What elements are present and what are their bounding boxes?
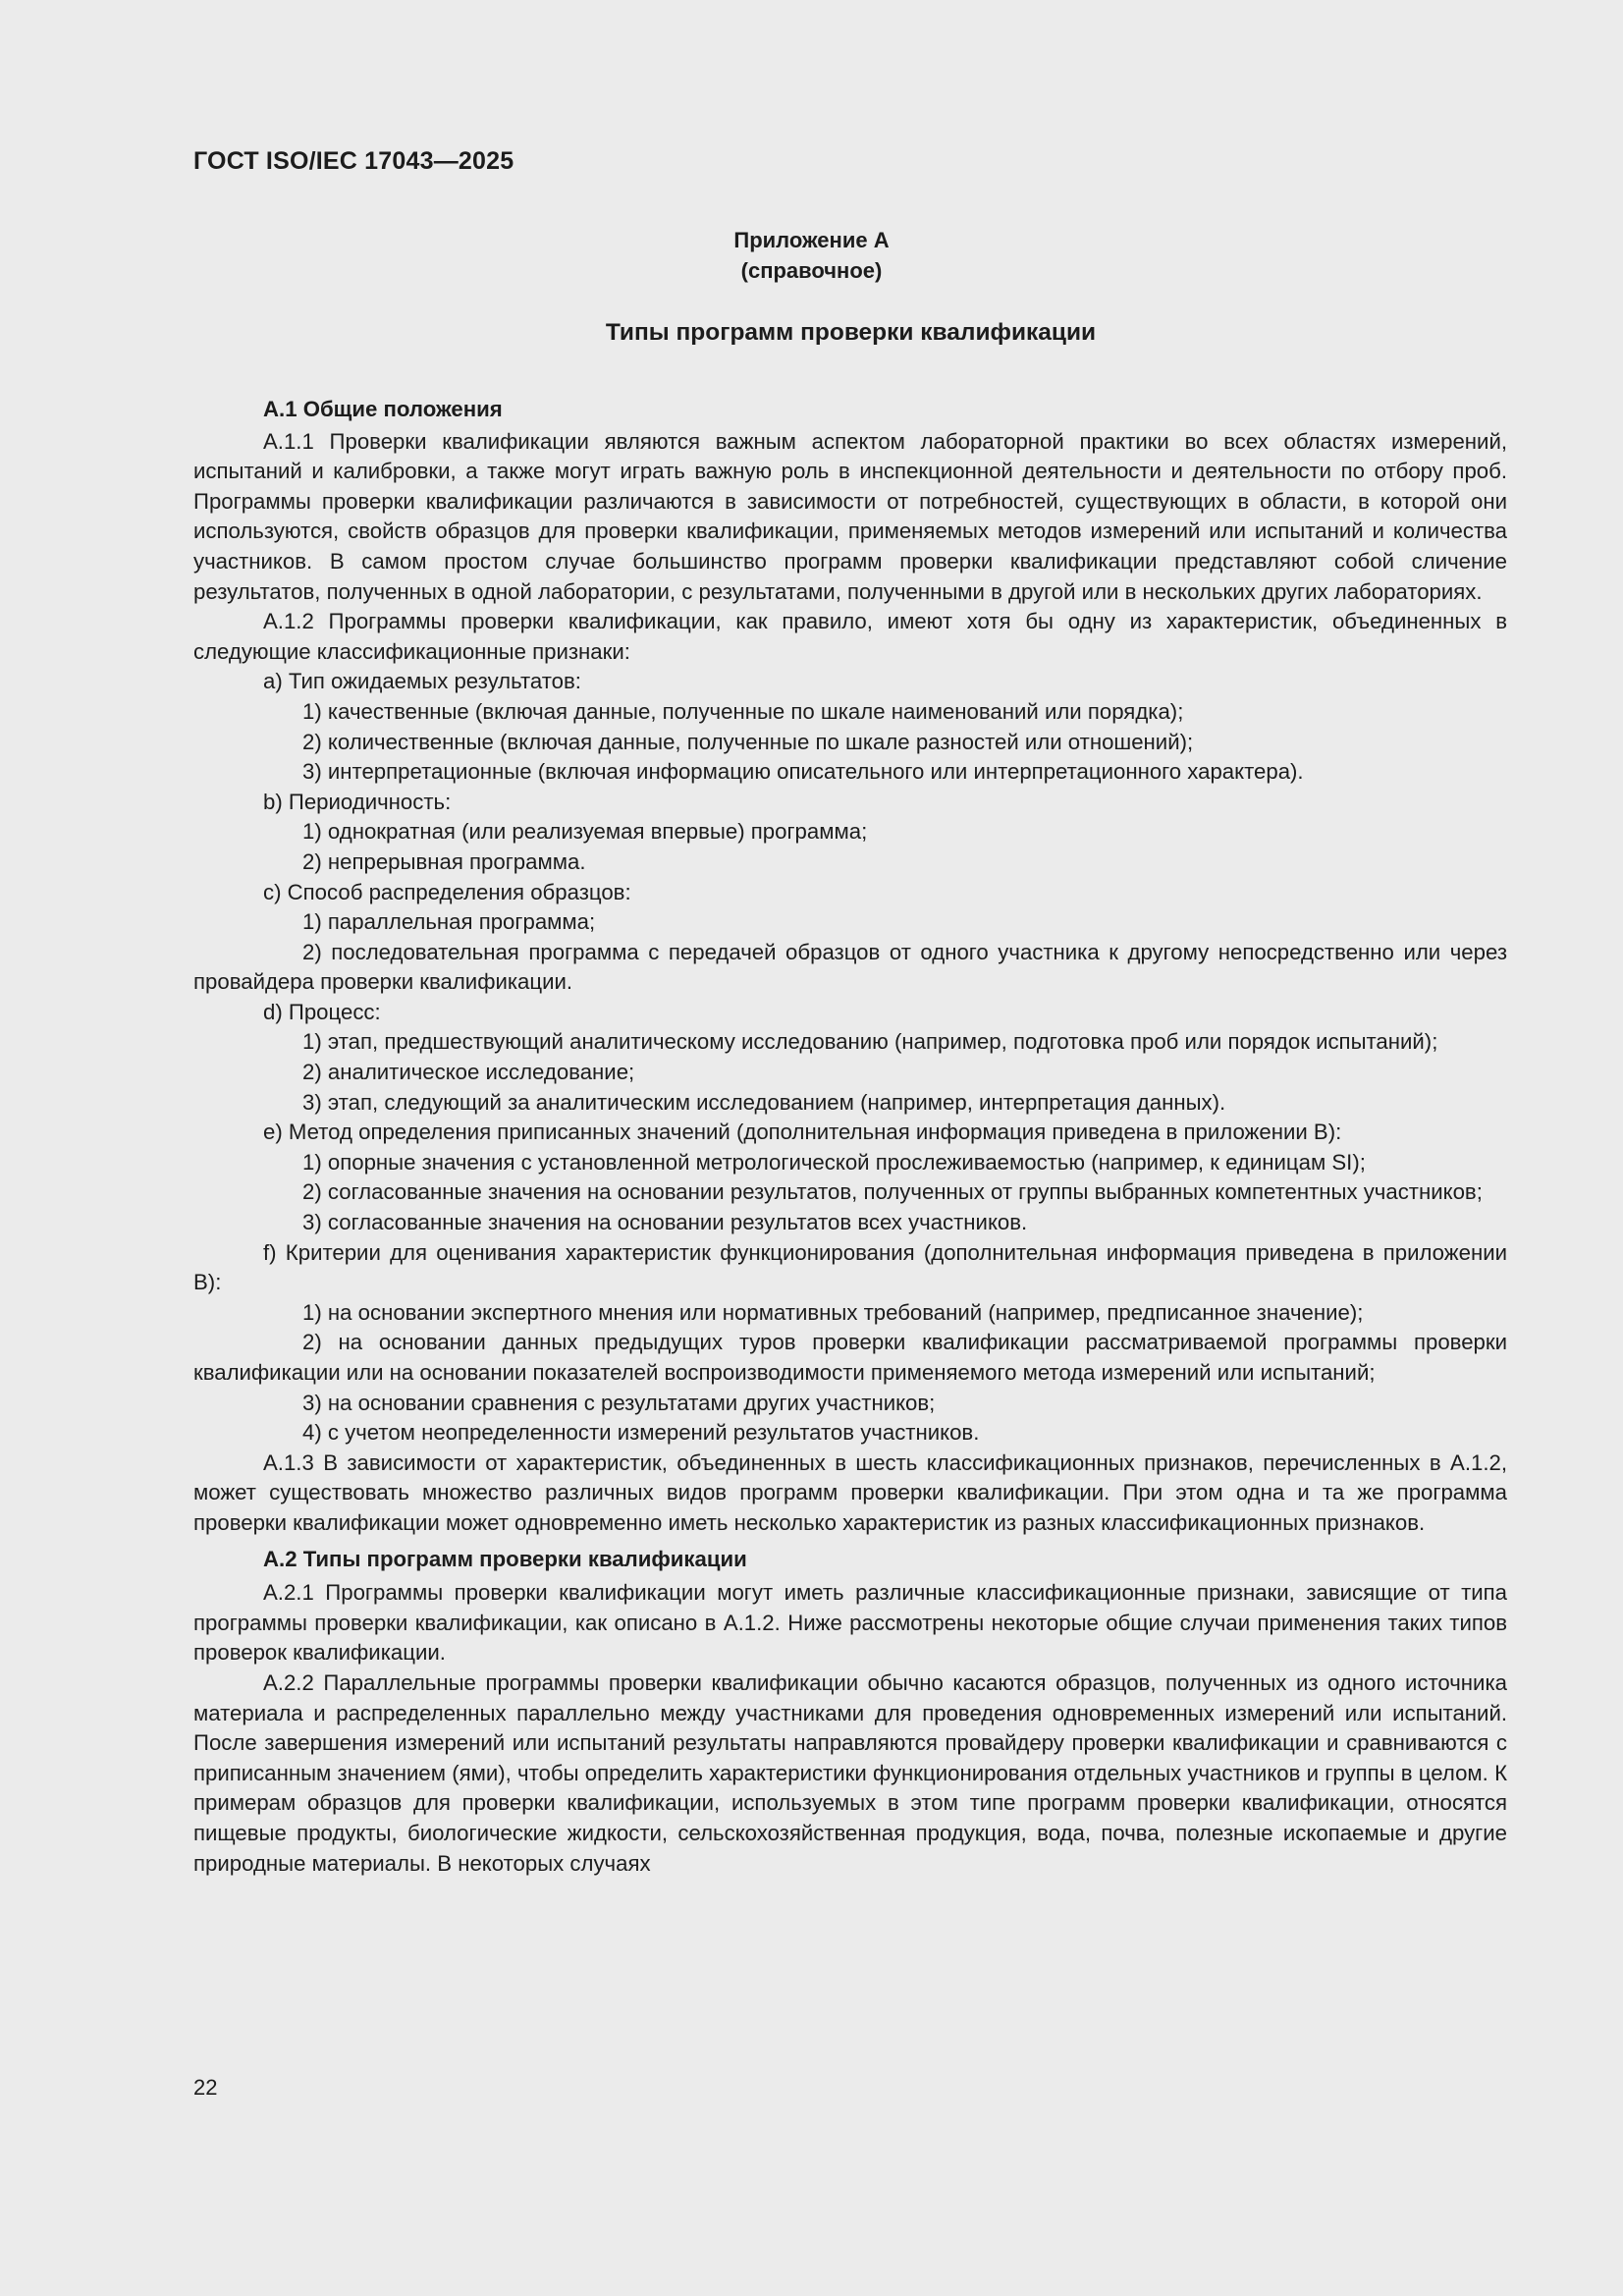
paragraph-a11: А.1.1 Проверки квалификации являются важным аспектом лабораторной практики во всех областях измерений, испытаний и калибровки, а также могут играть важную роль в инспекционной деятельности и деятельности по отбору проб. Программы проверки квалификации различаются в зависимости от потребностей, существующих в области, в которой они используются, свойств образцов для проверки квалификации, применяемых методов измерений или испытаний и количества участников. В самом простом случае большинство программ проверки квалификации представляют собой сличение результатов, полученных в одной лаборатории, с результатами, полученными в другой или в нескольких других лабораториях.	[193, 428, 1507, 604]
paragraph-a13: А.1.3 В зависимости от характеристик, объединенных в шесть классификационных признаков, перечисленных в А.1.2, может существовать множество различных видов программ проверки квалификации. При этом одна и та же программа проверки квалификации может одновременно иметь несколько характеристик из разных классификационных признаков.	[193, 1449, 1507, 1535]
list-item-f2: 2) на основании данных предыдущих туров проверки квалификации рассматриваемой программы проверки квалификации или на основании показателей воспроизводимости применяемого метода измерений или испытаний;	[193, 1330, 1507, 1385]
section-heading-a2: А.2 Типы программ проверки квалификации	[263, 1546, 747, 1571]
paragraph-a21: А.2.1 Программы проверки квалификации могут иметь различные классификационные признаки, зависящие от типа программы проверки квалификации, как описано в А.1.2. Ниже рассмотрены некоторые общие случаи применения таких типов проверок квалификации.	[193, 1580, 1507, 1666]
document-body	[193, 395, 1507, 1879]
paragraph-a22: А.2.2 Параллельные программы проверки квалификации обычно касаются образцов, полученных из одного источника материала и распределенных параллельно между участниками для проведения одновременных измерений или испытаний. После завершения измерений или испытаний результаты направляются провайдеру проверки квалификации и сравниваются с приписанным значением (ями), чтобы определить характеристики функционирования отдельных участников и группы в целом. К примерам образцов для проверки квалификации, используемых в этом типе программ проверки квалификации, относятся пищевые продукты, биологические жидкости, сельскохозяйственная продукция, вода, почва, полезные ископаемые и другие природные материалы. В некоторых случаях	[193, 1669, 1507, 1876]
annex-title: Приложение А	[733, 228, 890, 252]
list-item-e3: 3) согласованные значения на основании результатов всех участников.	[302, 1210, 1028, 1235]
list-heading-a: a) Тип ожидаемых результатов:	[263, 669, 581, 694]
list-heading-e: e) Метод определения приписанных значений (дополнительная информация приведена в приложении В):	[263, 1120, 1342, 1145]
section-heading-a1: А.1 Общие положения	[263, 397, 503, 421]
paragraph-a12: А.1.2 Программы проверки квалификации, как правило, имеют хотя бы одну из характеристик, объединенных в следующие классификационные признаки:	[193, 609, 1507, 664]
list-item-e2: 2) согласованные значения на основании результатов, полученных от группы выбранных компетентных участников;	[302, 1179, 1483, 1205]
standard-designation: ГОСТ ISO/IEC 17043—2025	[193, 147, 514, 175]
list-item-f3: 3) на основании сравнения с результатами других участников;	[302, 1390, 936, 1415]
annex-type: (справочное)	[740, 258, 883, 283]
list-item-e1: 1) опорные значения с установленной метрологической прослеживаемостью (например, к единицам SI);	[302, 1149, 1366, 1175]
list-item-d2: 2) аналитическое исследование;	[302, 1060, 635, 1085]
list-item-f1: 1) на основании экспертного мнения или нормативных требований (например, предписанное значение);	[302, 1299, 1364, 1325]
list-item-a1: 1) качественные (включая данные, полученные по шкале наименований или порядка);	[302, 698, 1184, 724]
list-item-d1: 1) этап, предшествующий аналитическому исследованию (например, подготовка проб или порядок испытаний);	[302, 1029, 1438, 1055]
list-item-d3: 3) этап, следующий за аналитическим исследованием (например, интерпретация данных).	[302, 1089, 1226, 1115]
list-heading-b: b) Периодичность:	[263, 789, 452, 814]
list-item-c1: 1) параллельная программа;	[302, 909, 596, 935]
list-item-a3: 3) интерпретационные (включая информацию описательного или интерпретационного характера).	[302, 759, 1304, 785]
list-item-a2: 2) количественные (включая данные, полученные по шкале разностей или отношений);	[302, 729, 1194, 754]
list-item-b1: 1) однократная (или реализуемая впервые) программа;	[302, 819, 868, 845]
list-heading-d: d) Процесс:	[263, 999, 381, 1024]
page-number: 22	[193, 2075, 218, 2100]
list-item-c2: 2) последовательная программа с передачей образцов от одного участника к другому непосредственно или через провайдера проверки квалификации.	[193, 939, 1507, 995]
annex-heading: Типы программ проверки квалификации	[605, 319, 1097, 346]
list-item-f4: 4) с учетом неопределенности измерений результатов участников.	[302, 1420, 980, 1446]
list-heading-f: f) Критерии для оценивания характеристик функционирования (дополнительная информация приведена в приложении В):	[193, 1239, 1507, 1295]
list-item-b2: 2) непрерывная программа.	[302, 848, 586, 874]
list-heading-c: c) Способ распределения образцов:	[263, 879, 631, 904]
